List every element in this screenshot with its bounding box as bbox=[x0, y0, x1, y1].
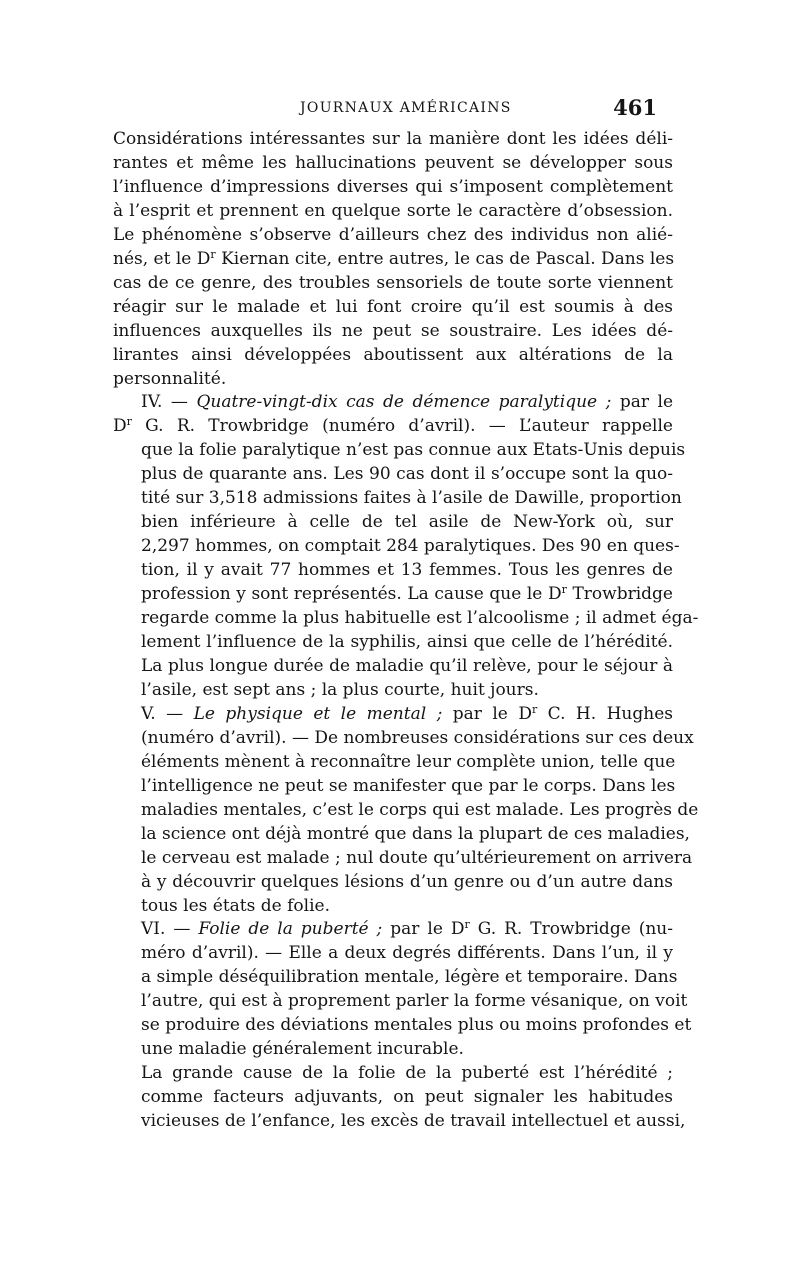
text-line: l’autre, qui est à proprement parler la forme vésanique, on voit bbox=[141, 991, 688, 1012]
text-fragment: par le D bbox=[452, 703, 532, 724]
section-title: Folie de la puberté ; bbox=[198, 919, 383, 940]
text-line: a simple déséquilibration mentale, légère et temporaire. Dans bbox=[141, 967, 678, 988]
text-fragment: C. H. Hughes bbox=[537, 703, 673, 724]
text-line: méro d’avril). — Elle a deux degrés différents. Dans l’un, il y bbox=[141, 943, 673, 964]
text-line: tité sur 3,518 admissions faites à l’asile de Dawille, proportion bbox=[141, 488, 682, 509]
page-header bbox=[300, 95, 657, 122]
text-line: (numéro d’avril). — De nombreuses considérations sur ces deux bbox=[141, 727, 694, 748]
section-numeral: V. — bbox=[141, 703, 184, 724]
section-numeral: IV. — bbox=[141, 392, 188, 413]
body-text bbox=[113, 128, 699, 1134]
section-iv-heading-line bbox=[113, 391, 673, 415]
text-line bbox=[113, 415, 673, 439]
text-line: tion, il y avait 77 hommes et 13 femmes. Tous les genres de bbox=[141, 560, 673, 581]
text-line: 2,297 hommes, on comptait 284 paralytiques. Des 90 en ques- bbox=[141, 536, 680, 557]
text-line: bien inférieure à celle de tel asile de New-York où, sur bbox=[141, 512, 673, 533]
text-line: personnalité. bbox=[113, 368, 227, 389]
text-line: le cerveau est malade ; nul doute qu’ultérieurement on arrivera bbox=[141, 847, 693, 868]
section-iv bbox=[113, 391, 699, 702]
text-line: une maladie généralement incurable. bbox=[141, 1039, 464, 1060]
section-numeral: VI. — bbox=[141, 919, 191, 940]
text-line: Considérations intéressantes sur la manière dont les idées déli- bbox=[113, 129, 673, 149]
text-line: Le phénomène s’observe d’ailleurs chez des individus non alié- bbox=[113, 224, 673, 245]
text-line: que la folie paralytique n’est pas connue aux Etats-Unis depuis bbox=[141, 440, 686, 461]
text-line: nés, et le $D^r$ Kiernan cite, entre autres, le cas de Pascal. Dans les bbox=[113, 247, 675, 269]
section-vi bbox=[113, 918, 692, 1062]
superscript: r bbox=[561, 583, 567, 597]
text-fragment: Trowbridge bbox=[566, 584, 673, 605]
paragraph-puberty-causes bbox=[113, 1062, 686, 1134]
text-line: rantes et même les hallucinations peuvent se développer sous bbox=[113, 152, 673, 173]
paragraph-intro bbox=[113, 128, 673, 391]
text-line: se produire des déviations mentales plus ou moins profondes et bbox=[141, 1015, 692, 1036]
text-line: cas de ce genre, des troubles sensoriels de toute sorte viennent bbox=[113, 272, 673, 293]
section-v-heading-line bbox=[113, 703, 673, 727]
text-line bbox=[113, 583, 673, 607]
superscript: r bbox=[531, 702, 538, 716]
text-line: La grande cause de la folie de la puberté est l’hérédité ; bbox=[141, 1063, 673, 1084]
text-line: réagir sur le malade et lui font croire qu’il est soumis à des bbox=[113, 296, 673, 317]
text-line: l’influence d’impressions diverses qui s’imposent complètement bbox=[113, 176, 673, 197]
superscript: r bbox=[464, 918, 470, 932]
text-line: plus de quarante ans. Les 90 cas dont il s’occupe sont la quo- bbox=[141, 464, 673, 485]
text-fragment: D bbox=[113, 416, 127, 437]
superscript: r bbox=[126, 415, 132, 429]
section-v bbox=[113, 702, 699, 919]
section-vi-heading-line bbox=[113, 918, 673, 942]
text-line: l’asile, est sept ans ; la plus courte, huit jours. bbox=[141, 679, 539, 700]
superscript: r bbox=[210, 247, 216, 261]
text-line: éléments mènent à reconnaître leur complète union, telle que bbox=[141, 751, 676, 772]
text-line: maladies mentales, c’est le corps qui est malade. Les progrès de bbox=[141, 799, 699, 820]
text-fragment: G. R. Trowbridge (nu- bbox=[469, 919, 673, 940]
text-fragment: G. R. Trowbridge (numéro d’avril). — L’auteur rappelle bbox=[131, 416, 673, 437]
running-title: JOURNAUX AMÉRICAINS bbox=[300, 100, 512, 116]
page-number: 461 bbox=[613, 95, 657, 120]
section-title: Quatre-vingt-dix cas de démence paralytique ; bbox=[196, 392, 612, 413]
text-line: tous les états de folie. bbox=[141, 895, 330, 916]
text-line: regarde comme la plus habituelle est l’alcoolisme ; il admet éga- bbox=[141, 608, 699, 629]
text-line: lement l’influence de la syphilis, ainsi que celle de l’hérédité. bbox=[141, 632, 673, 653]
section-title: Le physique et le mental ; bbox=[193, 703, 443, 724]
text-line: à y découvrir quelques lésions d’un genre ou d’un autre dans bbox=[141, 871, 673, 892]
text-line: comme facteurs adjuvants, on peut signaler les habitudes bbox=[141, 1087, 673, 1108]
text-fragment: par le D bbox=[390, 919, 465, 940]
text-line: la science ont déjà montré que dans la plupart de ces maladies, bbox=[141, 823, 690, 844]
text-line: à l’esprit et prennent en quelque sorte le caractère d’obsession. bbox=[113, 200, 673, 221]
text-line: influences auxquelles ils ne peut se soustraire. Les idées dé- bbox=[113, 320, 673, 341]
text-line: lirantes ainsi développées aboutissent aux altérations de la bbox=[113, 344, 673, 365]
text-line: vicieuses de l’enfance, les excès de travail intellectuel et aussi, bbox=[141, 1111, 686, 1132]
text-line: La plus longue durée de maladie qu’il relève, pour le séjour à bbox=[141, 655, 673, 676]
text-line: l’intelligence ne peut se manifester que par le corps. Dans les bbox=[141, 775, 676, 796]
text-fragment: profession y sont représentés. La cause que le D bbox=[141, 584, 562, 605]
text-fragment: par le bbox=[619, 392, 674, 413]
